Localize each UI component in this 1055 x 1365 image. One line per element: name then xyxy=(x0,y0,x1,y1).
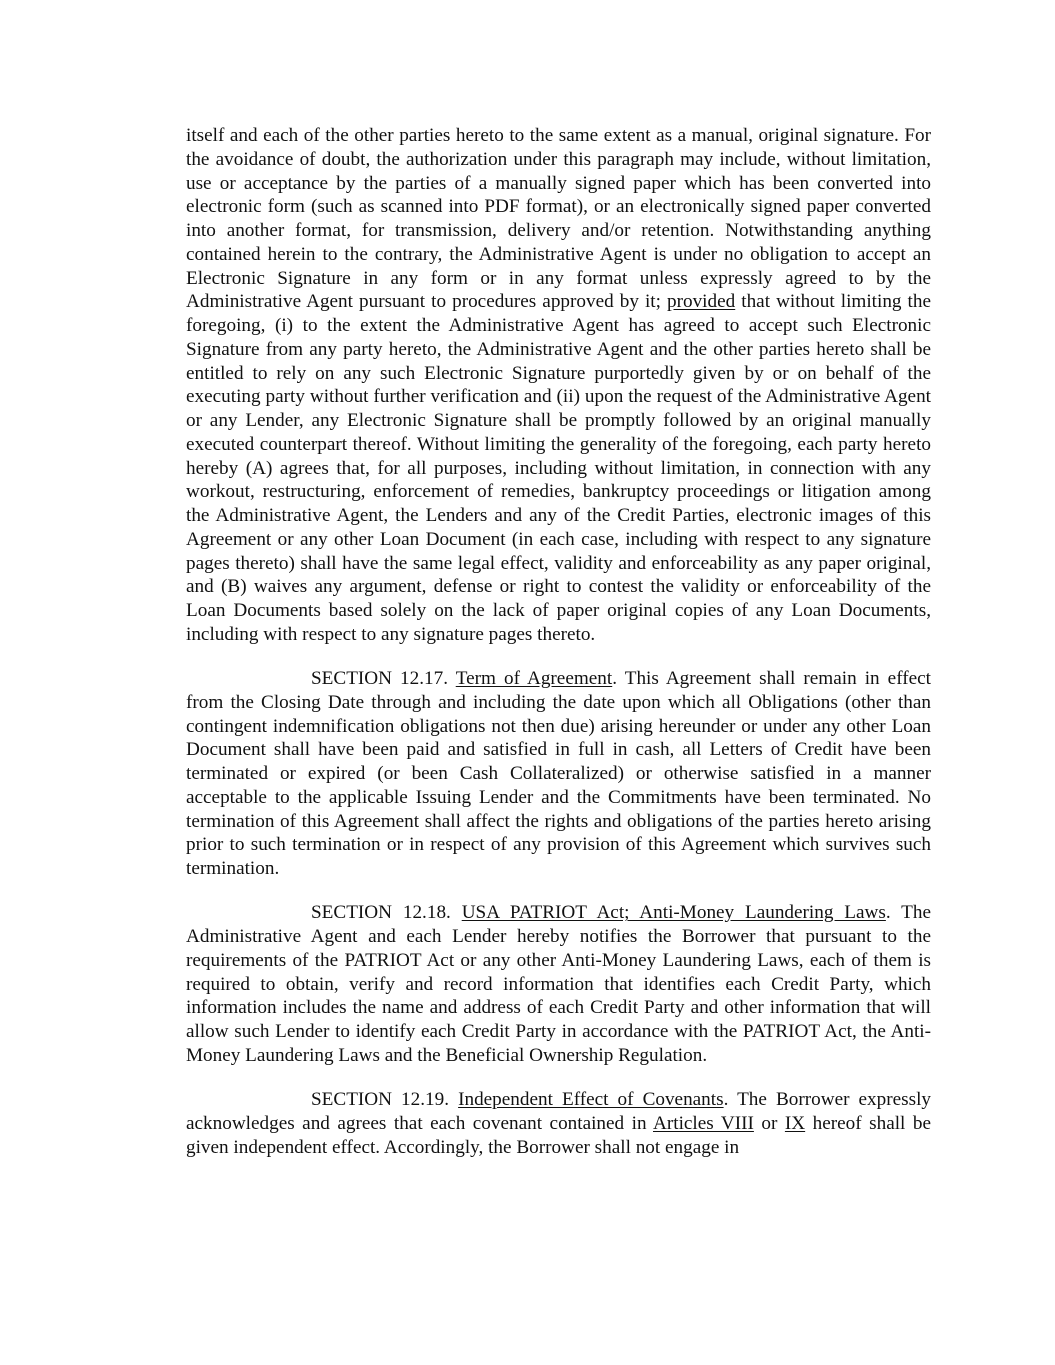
section-body: . The Administrative Agent and each Lender hereby notifies the Borrower that pursuant to the requirements of the PATRIOT Act or any other Anti-Money Laundering Laws, each of them is required to obtain, verify and record information that identifies each Credit Party, which information includes the name and address of each Credit Party and other information that will allow such Lender to identify each Credit Party in accordance with the PATRIOT Act, the Anti-Money Laundering Laws and the Beneficial Ownership Regulation. xyxy=(186,902,932,1066)
section-heading: USA PATRIOT Act; Anti-Money Laundering Laws xyxy=(461,902,886,924)
text-run: itself and each of the other parties hereto to the same extent as a manual, original signature. For the avoidance of doubt, the authorization under this paragraph may include, without limitation, use or acceptance by the parties of a manually signed paper which has been converted into electronic form (such as scanned into PDF format), or an electronically signed paper converted into another format, for transmission, delivery and/or retention. Notwithstanding anything contained herein to the contrary, the Administrative Agent is under no obligation to accept an Electronic Signature in any form or in any format unless expressly agreed to by the Administrative Agent pursuant to procedures approved by it; xyxy=(186,125,931,313)
cross-reference-ix: IX xyxy=(784,1112,806,1134)
section-12-18 xyxy=(186,901,931,1067)
document-page xyxy=(186,124,931,1180)
section-body: . This Agreement shall remain in effect from the Closing Date through and including the date upon which all Obligations (other than contingent indemnification obligations not then due) arising hereunder or under any other Loan Document shall have been paid and satisfied in full in cash, all Letters of Credit have been terminated or expired (or been Cash Collateralized) or otherwise satisfied in a manner acceptable to the applicable Issuing Lender and the Commitments have been terminated. No termination of this Agreement shall affect the rights and obligations of the parties hereto arising prior to such termination or in respect of any provision of this Agreement which survives such termination. xyxy=(186,668,931,879)
section-number: SECTION 12.19. xyxy=(311,1089,459,1110)
section-number: SECTION 12.18. xyxy=(311,902,462,924)
section-body: . The Borrower expressly acknowledges and agrees that each covenant contained in xyxy=(186,1089,932,1134)
paragraph-electronic-signature xyxy=(186,124,931,647)
text-run: or xyxy=(753,1112,785,1134)
section-12-19 xyxy=(186,1088,931,1159)
section-heading: Term of Agreement xyxy=(455,668,613,689)
cross-reference-articles-viii: Articles VIII xyxy=(653,1112,754,1134)
text-run: that without limiting the foregoing, (i) to the extent the Administrative Agent has agreed to accept such Electronic Signature from any party hereto, the Administrative Agent and the other parties hereto shall be entitled to rely on any such Electronic Signature purportedly given by or on behalf of the executing party without further verification and (ii) upon the request of the Administrative Agent or any Lender, any Electronic Signature shall be promptly followed by an original manually executed counterpart thereof. Without limiting the generality of the foregoing, each party hereto hereby (A) agrees that, for all purposes, including without limitation, in connection with any workout, restructuring, enforcement of remedies, bankruptcy proceedings or litigation among the Administrative Agent, the Lenders and any of the Credit Parties, electronic images of this Agreement or any other Loan Document (in each case, including with respect to any signature pages thereto) shall have the same legal effect, validity and enforceability as any paper original, and (B) waives any argument, defense or right to contest the validity or enforceability of the Loan Documents based solely on the lack of paper original copies of any Loan Documents, including with respect to any signature pages thereto. xyxy=(186,291,931,645)
defined-term-provided: provided xyxy=(667,291,736,313)
section-number: SECTION 12.17. xyxy=(311,668,456,689)
section-heading: Independent Effect of Covenants xyxy=(458,1089,724,1110)
text-run: hereof shall be given independent effect. Accordingly, the Borrower shall not engage in xyxy=(186,1112,931,1158)
section-12-17 xyxy=(186,667,931,881)
